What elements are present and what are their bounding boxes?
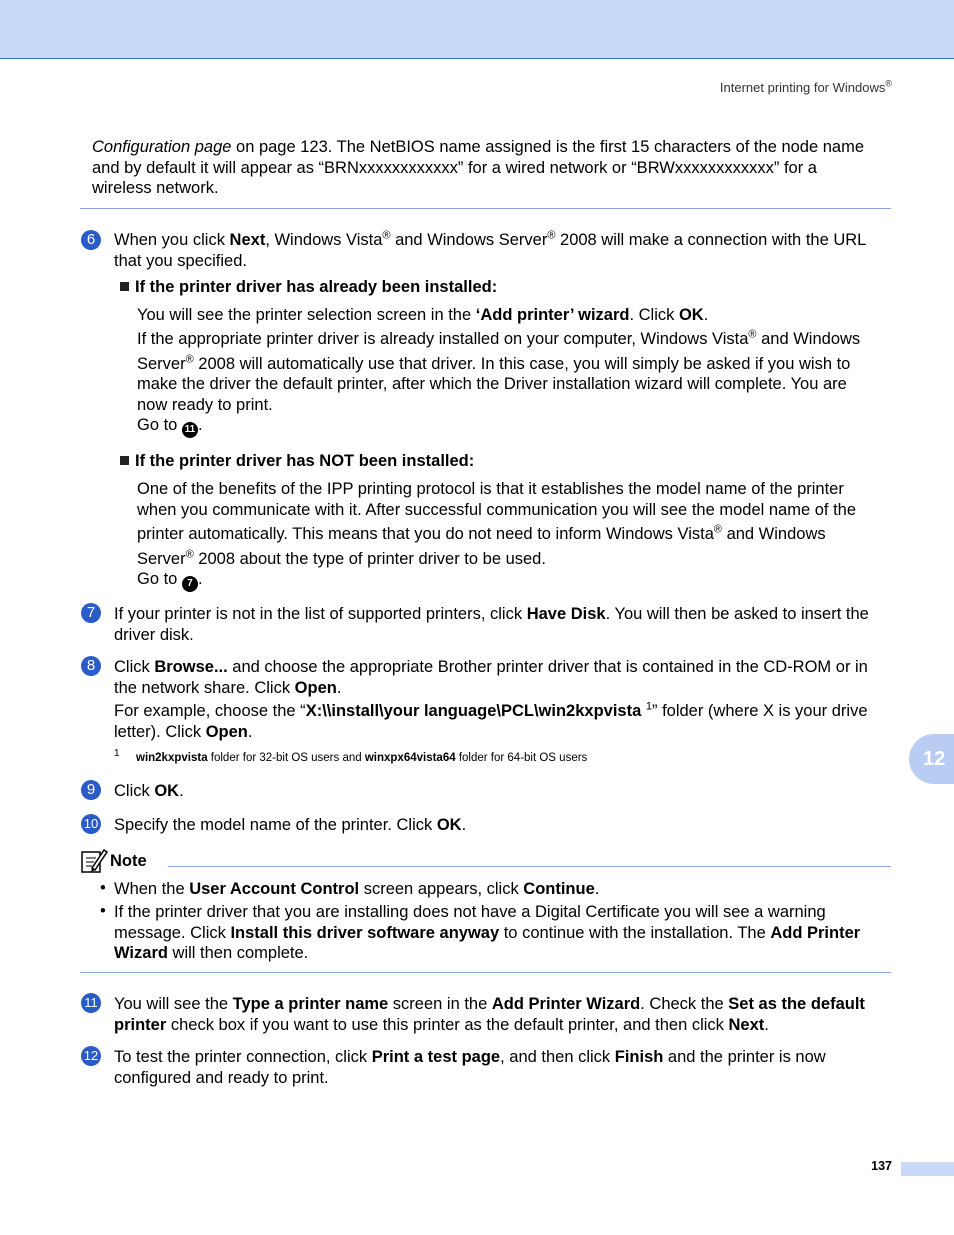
step-6-text: When you click Next, Windows Vista® and Windows Server® 2008 will make a connection with the URL that you specified. <box>114 229 867 270</box>
step-number-6: 6 <box>81 230 101 250</box>
step-9-text: Click OK. <box>114 782 184 800</box>
step-number-9: 9 <box>81 780 101 800</box>
sub-installed-para1: You will see the printer selection screen in the ‘Add printer’ wizard. Click OK. <box>137 306 709 324</box>
step-8-text: Click Browse... and choose the appropriate Brother printer driver that is contained in the CD-ROM or in the network share. Click Open. For example, choose the “X:\\install\your language\PCL\win2kxpvista $^1$” folder (where X is your drive letter). Click Open. <box>114 658 868 741</box>
step-ref-11[interactable]: 11 <box>182 422 198 438</box>
sub-not-installed-para: One of the benefits of the IPP printing protocol is that it establishes the model name of the printer when you communicate with it. After successful communication you will see the model name of the printer automatically. This means that you do not need to inform Windows Vista® and Windows Server® 2008 about the type of printer driver to be used. Go to 7 . <box>137 479 907 592</box>
footnote-number: 1 <box>114 748 120 759</box>
square-bullet-icon <box>120 282 129 291</box>
running-title: Internet printing for Windows® <box>719 78 892 95</box>
divider <box>80 208 891 209</box>
step-number-12: 12 <box>81 1046 101 1066</box>
note-label: Note <box>110 852 147 870</box>
step-11-text: You will see the Type a printer name screen in the Add Printer Wizard. Check the Set as the default printer check box if you want to use this printer as the default printer, and then click Next. <box>114 995 865 1034</box>
square-bullet-icon <box>120 456 129 465</box>
sub-heading-not-installed: If the printer driver has NOT been installed: <box>120 451 474 472</box>
step-number-8: 8 <box>81 656 101 676</box>
bullet-dot: • <box>100 879 106 897</box>
step-number-7: 7 <box>81 603 101 623</box>
chapter-tab[interactable]: 12 <box>909 734 954 784</box>
step-ref-7[interactable]: 7 <box>182 576 198 592</box>
step-12-text: To test the printer connection, click Print a test page, and then click Finish and the printer is now configured and ready to print. <box>114 1048 826 1087</box>
note-bullet-2: If the printer driver that you are installing does not have a Digital Certificate you will see a warning message. Click Install this driver software anyway to continue with the installation. The Add Printer Wizard will then complete. <box>114 903 861 962</box>
intro-paragraph: Configuration page on page 123. The NetBIOS name assigned is the first 15 characters of the node name and by default it will appear as “BRNxxxxxxxxxxxx” for a wired network or “BRWxxxxxxxxxxxx” for a wireless network. <box>92 138 865 197</box>
footnote-text: win2kxpvista folder for 32-bit OS users and winxpx64vista64 folder for 64-bit OS users <box>136 752 588 764</box>
step-10-text: Specify the model name of the printer. Click OK. <box>114 816 467 834</box>
step-7-text: If your printer is not in the list of supported printers, click Have Disk. You will then be asked to insert the driver disk. <box>114 605 869 644</box>
page-number-bar <box>901 1162 954 1176</box>
sub-installed-para2: If the appropriate printer driver is already installed on your computer, Windows Vista® and Windows Server® 2008 will automatically use that driver. In this case, you will simply be asked if you wish to make the driver the default printer, after which the Driver installation wizard will complete. You are now ready to print. Go to 11 . <box>137 329 907 438</box>
step-number-10: 10 <box>81 814 101 834</box>
sub-heading-installed: If the printer driver has already been installed: <box>120 277 497 298</box>
header-band <box>0 0 954 59</box>
note-rule <box>168 866 891 867</box>
step-number-11: 11 <box>81 993 101 1013</box>
divider <box>80 972 891 973</box>
note-pencil-icon <box>80 846 108 874</box>
bullet-dot: • <box>100 902 106 920</box>
note-bullet-1: When the User Account Control screen appears, click Continue. <box>114 880 600 898</box>
page-number: 137 <box>871 1159 892 1173</box>
